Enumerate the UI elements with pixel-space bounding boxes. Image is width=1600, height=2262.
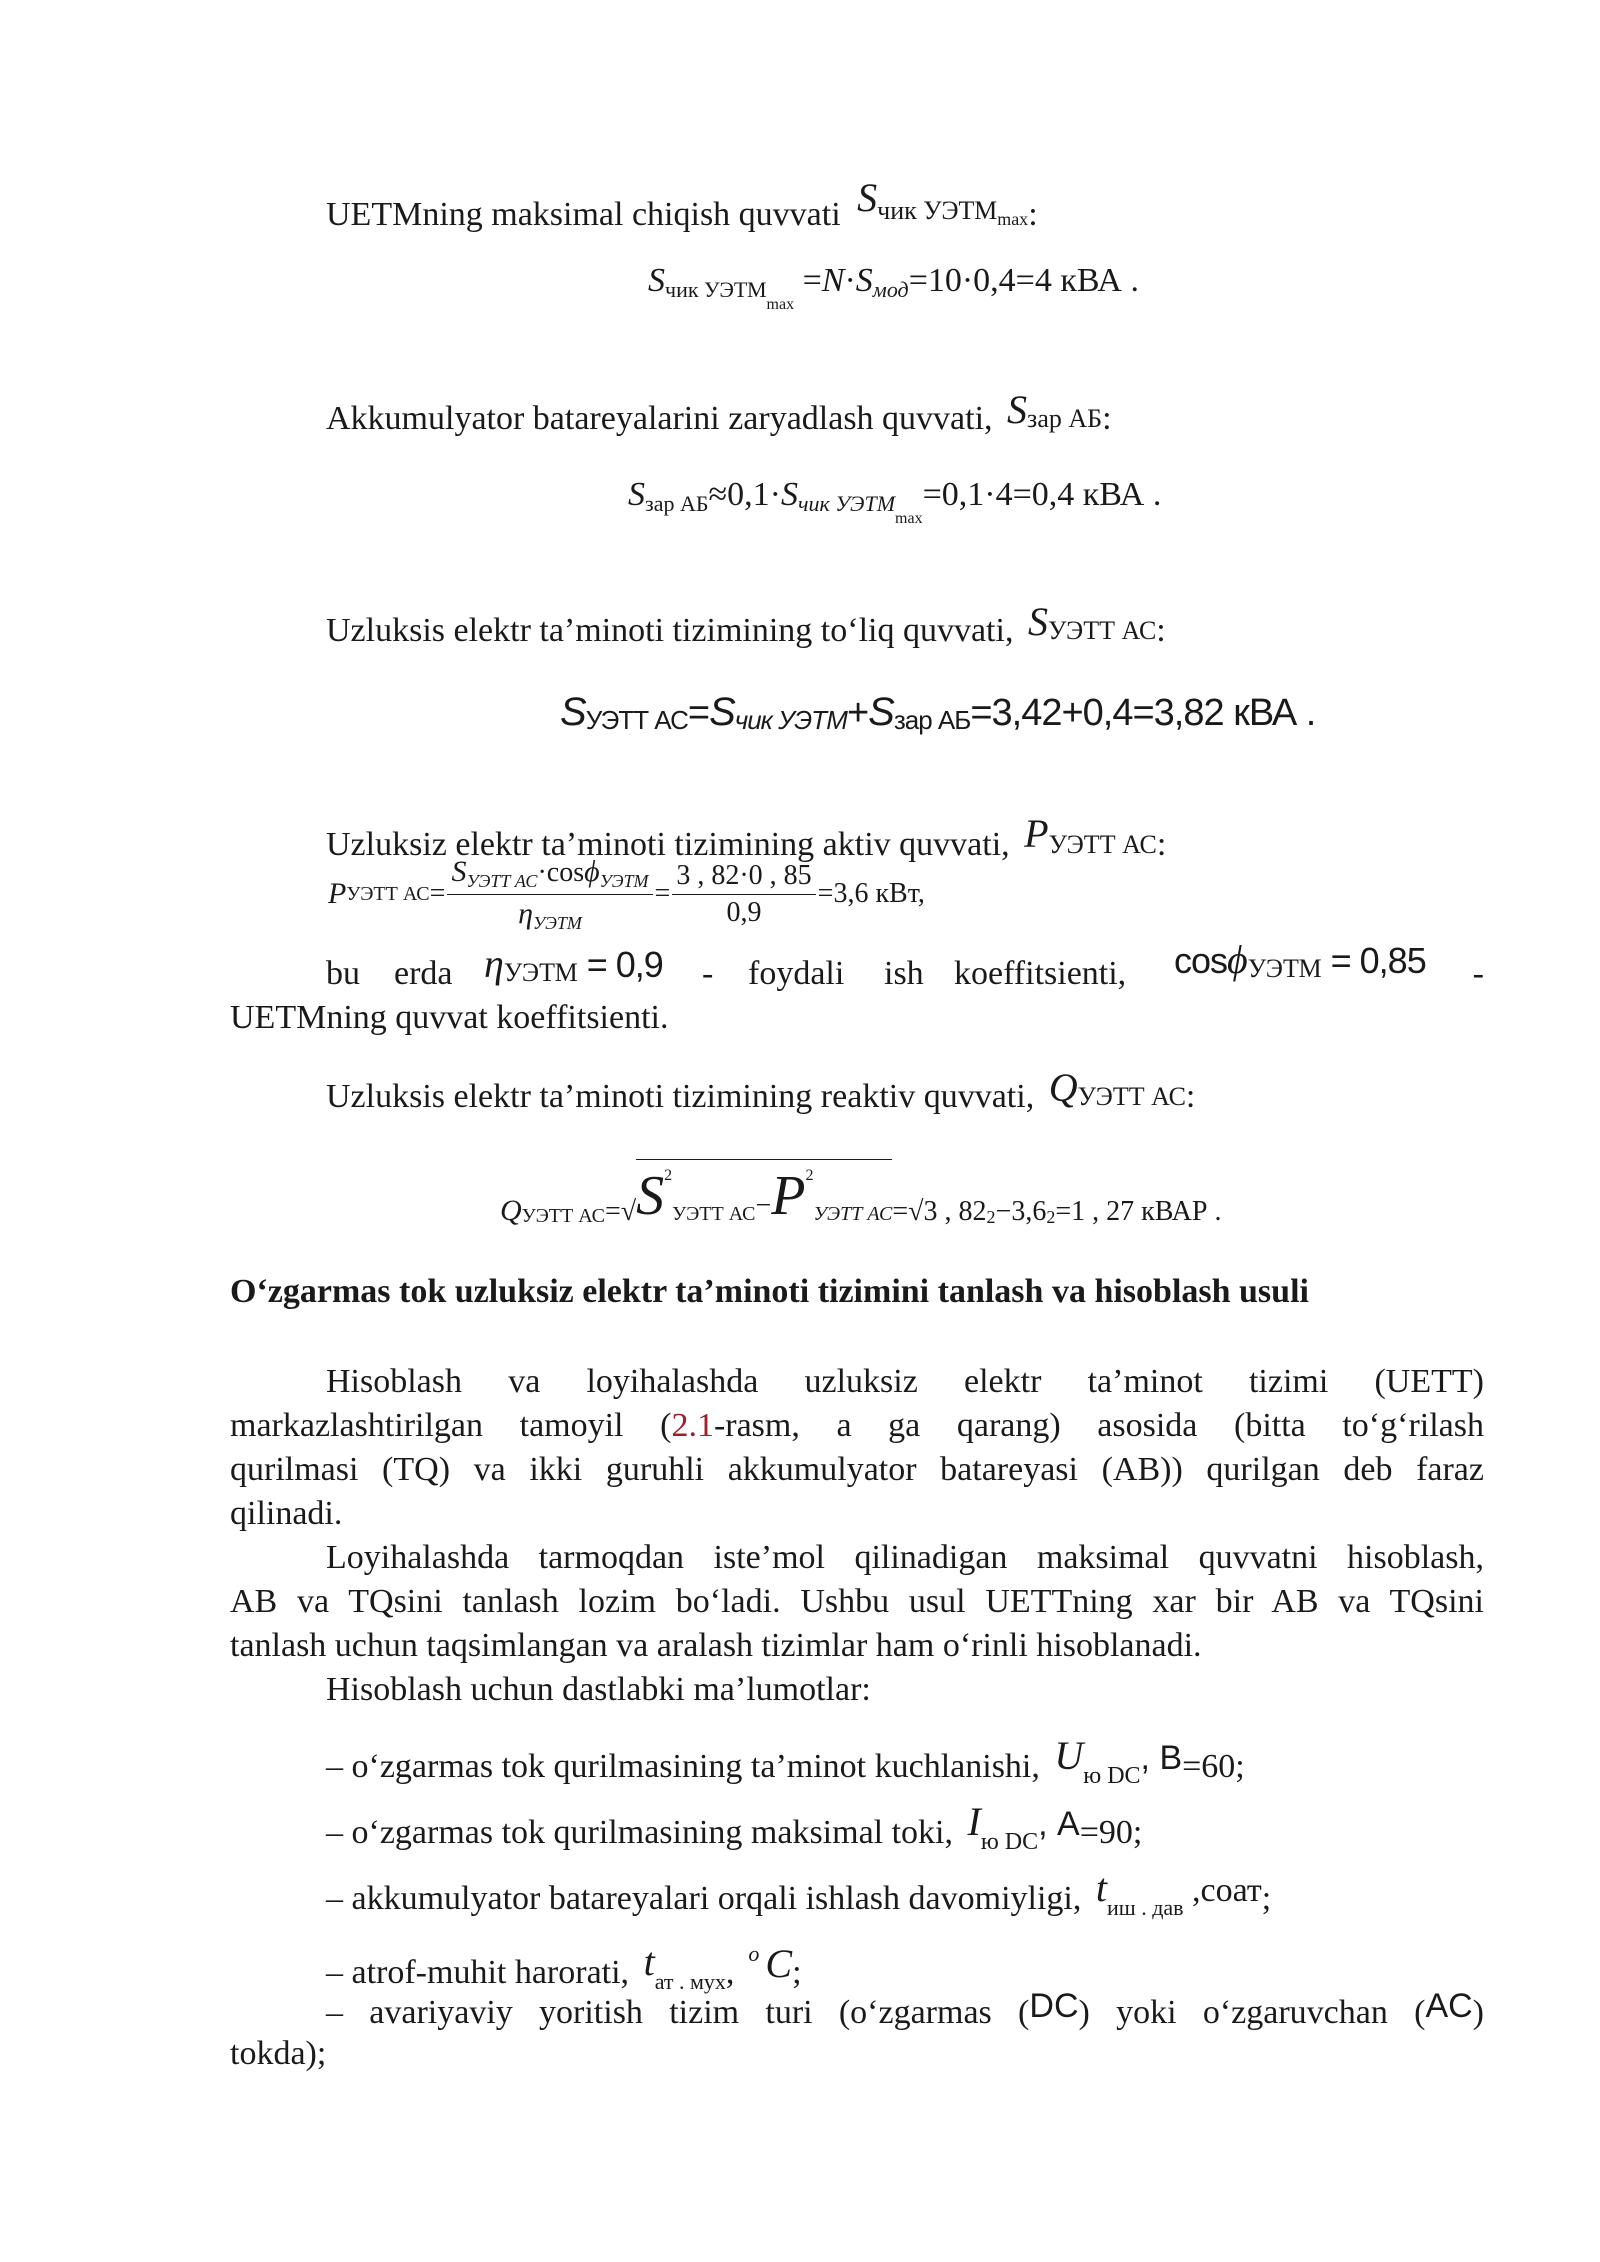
- colon: :: [1028, 196, 1038, 233]
- formula-symbol: S: [648, 262, 665, 299]
- paragraph-line: [230, 1624, 1484, 1668]
- ac-label: AC: [1425, 1987, 1473, 2025]
- paragraph-line: [230, 1404, 1484, 1448]
- formula-symbol: S: [451, 854, 467, 888]
- item-text: – avariyaviy yoritish tizim turi (o‘zgarmas (: [326, 1994, 1030, 2031]
- item-text: ): [1472, 1994, 1484, 2031]
- symbol-phi: ϕ: [1227, 937, 1248, 982]
- superscript: 2: [1046, 1207, 1056, 1227]
- paragraph-line: [230, 1492, 1484, 1536]
- item-text: – o‘zgarmas tok qurilmasining maksimal toki,: [326, 1814, 954, 1851]
- equals-sign: =: [802, 262, 822, 299]
- plus-sign: +: [846, 692, 869, 734]
- formula-full-power: [560, 690, 1315, 736]
- paragraph-text: markazlashtirilgan tamoyil (: [230, 1407, 672, 1444]
- unit: , В: [1140, 1739, 1183, 1777]
- symbol-subscript: УЭТТ АС: [1077, 1082, 1186, 1111]
- paragraph-text: -rasm, a ga qarang) asosida (bitta to‘g‘rilash: [713, 1407, 1484, 1444]
- colon: :: [1156, 612, 1166, 649]
- formula-numeric: −3,6: [995, 1196, 1047, 1227]
- superscript: 2: [664, 1167, 673, 1184]
- explanation-text: UETMning quvvat koeffitsienti.: [230, 999, 669, 1036]
- formula-result: =1 , 27 кВАР .: [1055, 1196, 1222, 1227]
- explanation-line-2: [230, 998, 668, 1038]
- symbol-subscript: УЭТМ: [1247, 954, 1322, 983]
- formula-subscript: УЭТТ АС: [346, 882, 430, 905]
- initial-data-heading: [326, 1670, 871, 1710]
- dash: -: [702, 955, 714, 992]
- intro-text: Akkumulyator batareyalarini zaryadlash quvvati,: [326, 400, 993, 437]
- paragraph-text: Loyihalashda tarmoqdan iste’mol qilinadigan maksimal quvvatni hisoblash,: [326, 1539, 1484, 1576]
- fraction-denominator: 0,9: [726, 896, 762, 928]
- unit: , А: [1038, 1805, 1080, 1843]
- item-text: ) yoki o‘zgaruvchan (: [1078, 1994, 1426, 2031]
- item-text: – atrof-muhit harorati,: [326, 1954, 630, 1991]
- degree-sign: o: [748, 1941, 760, 1966]
- paragraph-line: [326, 1536, 1484, 1580]
- formula-subscript: УЭТТ АС: [466, 870, 538, 891]
- formula-subscript: УЭТМ: [532, 912, 582, 933]
- paragraph-line: [230, 1448, 1484, 1492]
- phi-value: = 0,85: [1321, 940, 1426, 981]
- symbol-i: I: [967, 1799, 981, 1844]
- formula-symbol: S: [855, 262, 873, 299]
- symbol-subscript: УЭТМ: [503, 958, 578, 987]
- paragraph-text: Hisoblash uchun dastlabki ma’lumotlar:: [326, 1671, 871, 1708]
- formula-subscript: УЭТТ АС: [672, 1203, 756, 1225]
- dc-label: DC: [1029, 1987, 1079, 2025]
- symbol-subscript: УЭТТ АС: [1048, 830, 1157, 859]
- word-foydali: foydali: [748, 955, 845, 992]
- formula-subscript: зар АБ: [893, 705, 971, 735]
- item-value: =60;: [1182, 1748, 1245, 1785]
- item-value: =90;: [1079, 1814, 1143, 1851]
- symbol-p: P: [1024, 811, 1049, 856]
- formula-subscript: чик УЭТМ: [734, 705, 847, 735]
- paragraph-text: tanlash uchun taqsimlangan va aralash tizimlar ham o‘rinli hisoblanadi.: [230, 1627, 1202, 1664]
- formula-symbol: P: [328, 877, 347, 910]
- eta-expression: [484, 941, 663, 993]
- word-ish: ish: [884, 955, 924, 992]
- eta-value: = 0,9: [577, 944, 663, 985]
- equals-sign: =: [429, 878, 446, 909]
- cos-function: ·cos: [537, 856, 585, 888]
- full-power-line: [326, 599, 1166, 651]
- formula-max-output: [648, 262, 1139, 314]
- formula-subscript: зар АБ: [645, 491, 709, 516]
- formula-symbol: η: [518, 896, 533, 930]
- symbol-subscript: УЭТТ АС: [1047, 616, 1157, 645]
- colon: :: [1102, 400, 1112, 437]
- fraction-denominator: [447, 895, 652, 934]
- formula-operator: ≈0,1·: [708, 476, 781, 513]
- formula-symbol: P: [771, 1165, 806, 1227]
- fraction-numerator: [447, 855, 652, 895]
- formula-subscript: УЭТМ: [599, 870, 649, 891]
- symbol-subscript: иш . дав: [1106, 1895, 1184, 1920]
- formula-subscript: мод: [872, 277, 909, 302]
- formula-numeric: =√3 , 82: [892, 1196, 987, 1227]
- symbol-subsubscript: max: [997, 209, 1029, 229]
- symbol-subscript: ю DC: [980, 1829, 1039, 1855]
- list-item: [326, 1733, 1245, 1796]
- comma: ,: [725, 1954, 735, 1991]
- formula-result: =3,42+0,4=3,82 кВА .: [970, 692, 1316, 734]
- cos-function: cos: [1174, 940, 1228, 981]
- colon: :: [1156, 826, 1167, 863]
- formula-subscript: УЭТТ АС: [521, 1205, 605, 1227]
- intro-text: Uzluksiz elektr ta’minoti tizimining aktiv quvvati,: [326, 826, 1010, 863]
- equals-sign: =: [687, 692, 710, 734]
- formula-symbol: S: [560, 690, 586, 734]
- formula-symbol: Q: [500, 1194, 522, 1227]
- symbol-subscript: зар АБ: [1027, 404, 1103, 433]
- formula-symbol: S: [636, 1165, 665, 1227]
- intro-text: Uzluksis elektr ta’minoti tizimining reaktiv quvvati,: [326, 1078, 1035, 1115]
- fraction-symbolic: [447, 855, 652, 934]
- formula-symbol: S: [709, 690, 735, 734]
- paragraph-text: Hisoblash va loyihalashda uzluksiz elektr ta’minot tizimi (UETT): [326, 1363, 1484, 1400]
- reactive-power-line: [326, 1065, 1196, 1117]
- item-text: tokda);: [230, 2035, 327, 2072]
- superscript: 2: [805, 1167, 814, 1184]
- item-value: ;: [792, 1954, 802, 1991]
- word-koeffitsienti: koeffitsienti,: [954, 955, 1127, 992]
- list-item: [326, 1799, 1143, 1862]
- paragraph-text: qilinadi.: [230, 1495, 343, 1532]
- sqrt-radicand: [636, 1159, 892, 1228]
- formula-subscript: УЭТТ АС: [813, 1203, 893, 1225]
- equals-sign: =: [654, 878, 671, 909]
- symbol-t: t: [1095, 1865, 1107, 1910]
- formula-symbol: S: [780, 476, 798, 513]
- formula-subscript: чик УЭТМ: [665, 277, 767, 302]
- word-bu: bu: [326, 955, 360, 992]
- symbol-s: S: [1027, 599, 1048, 644]
- formula-result: =0,1·4=0,4 кВА .: [922, 476, 1162, 513]
- symbol-subscript: ат . мух: [654, 1969, 726, 1994]
- list-item-continuation: [230, 2034, 326, 2074]
- symbol-s: S: [1007, 387, 1028, 432]
- formula-subsubscript: max: [766, 296, 795, 313]
- figure-reference-link[interactable]: 2.1: [671, 1407, 714, 1444]
- sqrt-sign: =√: [605, 1196, 637, 1227]
- dash: -: [1472, 955, 1484, 992]
- formula-subscript: УЭТТ АС: [585, 705, 688, 735]
- paragraph-line: [230, 1580, 1484, 1624]
- paragraph-text: qurilmasi (TQ) va ikki guruhli akkumulyator batareyasi (AB)) qurilgan deb faraz: [230, 1451, 1484, 1488]
- formula-active-power: [328, 856, 925, 932]
- colon: :: [1185, 1078, 1196, 1115]
- symbol-subscript: ю DC: [1083, 1763, 1141, 1789]
- formula-symbol: ϕ: [584, 854, 600, 888]
- paragraph-line: [326, 1360, 1484, 1404]
- item-text: – akkumulyator batareyalari orqali ishlash davomiyligi,: [326, 1880, 1082, 1917]
- formula-result: =3,6 кВт,: [817, 878, 925, 909]
- formula-result: =10·0,4=4 кВА .: [908, 262, 1139, 299]
- unit: ,соат: [1183, 1872, 1262, 1909]
- list-item: [326, 1865, 1272, 1928]
- symbol-subscript: чик УЭТМ: [877, 196, 998, 225]
- symbol-s: S: [857, 175, 878, 220]
- minus-sign: −: [755, 1190, 772, 1221]
- intro-text: Uzluksis elektr ta’minoti tizimining to‘liq quvvati,: [326, 612, 1014, 649]
- symbol-t: t: [643, 1939, 655, 1984]
- symbol-u: U: [1054, 1733, 1084, 1778]
- max-output-power-line: [326, 175, 1038, 239]
- cos-expression: [1174, 937, 1426, 989]
- intro-text: UETMning maksimal chiqish quvvati: [326, 196, 841, 233]
- formula-subsubscript: max: [895, 510, 923, 527]
- symbol-q: Q: [1048, 1065, 1078, 1110]
- list-item: [326, 1984, 1484, 2035]
- formula-symbol: S: [868, 690, 894, 734]
- formula-reactive-power: [500, 1152, 1221, 1228]
- fraction-numeric: [672, 860, 815, 929]
- formula-subscript: чик УЭТМ: [797, 491, 896, 516]
- section-heading: O‘zgarmas tok uzluksiz elektr ta’minoti tizimini tanlash va hisoblash usuli: [230, 1273, 1309, 1310]
- superscript: 2: [986, 1207, 996, 1227]
- fraction-numerator: 3 , 82·0 , 85: [672, 860, 815, 895]
- formula-symbol: S: [628, 476, 645, 513]
- battery-charge-power-line: [326, 387, 1112, 439]
- symbol-eta: η: [484, 941, 504, 986]
- formula-charge-power: [628, 476, 1161, 528]
- symbol-c: C: [765, 1941, 793, 1986]
- dot-operator: ·: [844, 262, 856, 299]
- item-value: ;: [1261, 1880, 1272, 1917]
- word-erda: erda: [394, 955, 453, 992]
- item-text: – o‘zgarmas tok qurilmasining ta’minot kuchlanishi,: [326, 1748, 1040, 1785]
- paragraph-text: AB va TQsini tanlash lozim bo‘ladi. Ushbu usul UETTning xar bir AB va TQsini: [230, 1583, 1484, 1620]
- formula-symbol: N: [821, 262, 845, 299]
